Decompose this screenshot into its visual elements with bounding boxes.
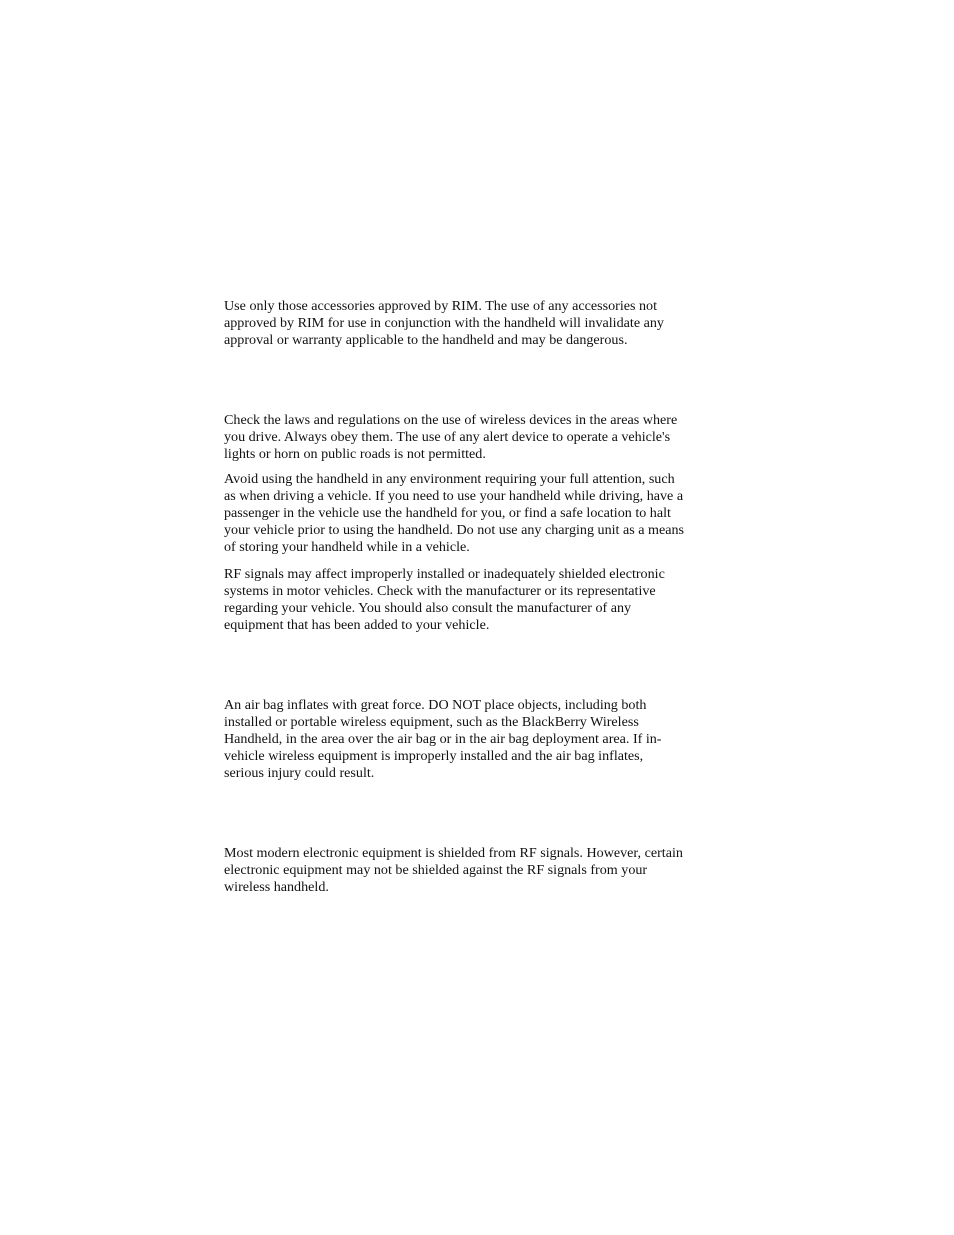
text-line: installed or portable wireless equipment, such as the BlackBerry Wireless: [224, 714, 639, 730]
text-line: you drive. Always obey them. The use of any alert device to operate a vehicle's: [224, 429, 671, 445]
text-line: Handheld, in the area over the air bag or in the air bag deployment area. If in-: [224, 731, 662, 747]
text-line: electronic equipment may not be shielded against the RF signals from your: [224, 862, 648, 878]
paragraph-attention: [224, 471, 728, 556]
text-line: lights or horn on public roads is not permitted.: [224, 446, 486, 462]
text-line: passenger in the vehicle use the handheld for you, or find a safe location to halt: [224, 505, 671, 521]
text-line: wireless handheld.: [224, 879, 329, 895]
text-line: systems in motor vehicles. Check with the manufacturer or its representative: [224, 583, 656, 599]
paragraph-electronic-devices: [224, 845, 728, 896]
paragraph-air-bag: [224, 697, 728, 782]
text-line: approved by RIM for use in conjunction with the handheld will invalidate any: [224, 315, 664, 331]
text-line: Check the laws and regulations on the use of wireless devices in the areas where: [224, 412, 678, 428]
text-line: Most modern electronic equipment is shielded from RF signals. However, certain: [224, 845, 683, 861]
paragraph-rf-vehicles: [224, 566, 728, 634]
text-line: An air bag inflates with great force. DO NOT place objects, including both: [224, 697, 647, 713]
text-line: Avoid using the handheld in any environment requiring your full attention, such: [224, 471, 675, 487]
text-line: approval or warranty applicable to the handheld and may be dangerous.: [224, 332, 628, 348]
text-line: equipment that has been added to your vehicle.: [224, 617, 490, 633]
text-line: your vehicle prior to using the handheld. Do not use any charging unit as a means: [224, 522, 685, 538]
text-line: Use only those accessories approved by RIM. The use of any accessories not: [224, 298, 658, 314]
paragraph-accessories: [224, 298, 728, 349]
paragraph-laws: [224, 412, 728, 463]
text-line: of storing your handheld while in a vehicle.: [224, 539, 470, 555]
text-line: regarding your vehicle. You should also consult the manufacturer of any: [224, 600, 632, 616]
text-line: RF signals may affect improperly installed or inadequately shielded electronic: [224, 566, 665, 582]
text-line: vehicle wireless equipment is improperly installed and the air bag inflates,: [224, 748, 644, 764]
text-line: as when driving a vehicle. If you need to use your handheld while driving, have a: [224, 488, 684, 504]
text-line: serious injury could result.: [224, 765, 375, 781]
